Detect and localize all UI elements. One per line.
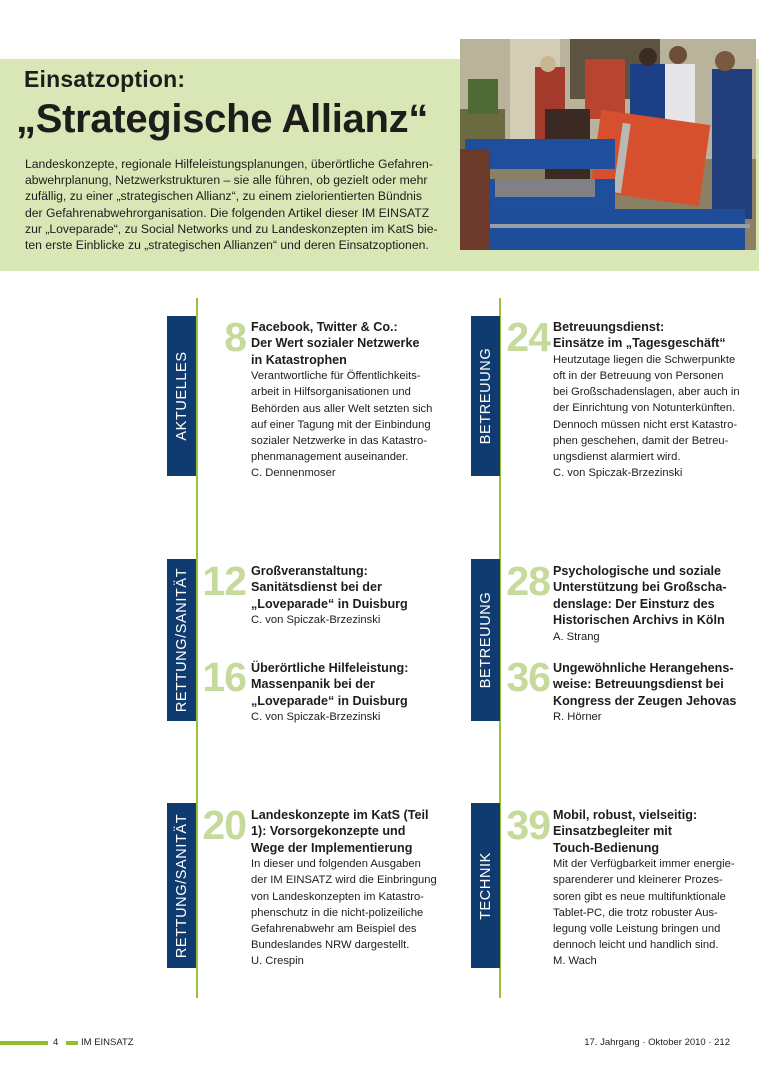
entry-author: U. Crespin	[251, 955, 304, 968]
entry-author: A. Strang	[553, 630, 600, 643]
entry-title: Großveranstaltung: Sanitätsdienst bei der „Loveparade“ in Duisburg	[251, 564, 408, 611]
entry-description: Heutzutage liegen die Schwerpunkte oft in der Betreuung von Personen bei Großschadenslagen, aber auch in der Einrichtung von Notunterkünften. Dennoch müssen nicht erst Katastro- phen geschehen, damit der Betreu- ungsdienst alarmiert wird.	[553, 353, 740, 464]
intro-line: zufällig, zu einer „strategischen Allianz“, zu einem zielorientierten Bündnis	[25, 189, 422, 204]
section-tab-label: BETREUUNG	[477, 347, 494, 445]
page-number-badge: 12	[202, 558, 246, 604]
kicker: Einsatzoption:	[24, 66, 186, 92]
toc-entry[interactable]	[553, 319, 740, 481]
entry-title: Facebook, Twitter & Co.: Der Wert sozialer Netzwerke in Katastrophen	[251, 320, 420, 367]
entry-description: Mit der Verfügbarkeit immer energie- sparenderer und kleinerer Prozes- soren gibt es neue multifunktionale Tablet-PC, die trotz robuster Aus- legung volle Leistung bringen und dennoch leicht und handlich sind.	[553, 858, 735, 952]
toc-entry[interactable]	[251, 660, 408, 725]
entry-title: Psychologische und soziale Unterstützung bei Großscha- denslage: Der Einsturz des Historischen Archivs in Köln	[553, 564, 727, 628]
footer-rule	[0, 1041, 48, 1045]
intro-text	[25, 156, 457, 253]
entry-title: Mobil, robust, vielseitig: Einsatzbegleiter mit Touch-Bedienung	[553, 808, 698, 855]
page-number-badge: 20	[202, 802, 246, 848]
intro-line: abwehrplanung, Netzwerkstrukturen – sie alle führen, ob gezielt oder mehr	[25, 173, 428, 188]
section-tab-betreuung[interactable]	[471, 559, 500, 721]
section-tab-rettung-sanitaet[interactable]	[167, 559, 196, 721]
page-title: „Strategische Allianz“	[16, 97, 429, 141]
intro-line: zur „Loveparade“, zu Social Networks und zu Landeskonzepten im KatS bie-	[25, 221, 438, 236]
toc-entry[interactable]	[251, 319, 432, 482]
entry-author: M. Wach	[553, 955, 597, 968]
section-tab-rettung-sanitaet[interactable]	[167, 803, 196, 968]
entry-author: C. von Spiczak-Brzezinski	[251, 711, 381, 724]
page-number-badge: 39	[506, 802, 550, 848]
section-tab-label: AKTUELLES	[173, 351, 190, 441]
footer-magazine-name: IM EINSATZ	[81, 1037, 134, 1048]
entry-title: Betreuungsdienst: Einsätze im „Tagesgeschäft“	[553, 320, 726, 351]
toc-entry[interactable]	[251, 807, 437, 970]
footer-page-number: 4	[53, 1037, 59, 1048]
entry-description: In dieser und folgenden Ausgaben der IM EINSATZ wird die Einbringung von Landeskonzepten im Katastro- phenschutz in die nicht-polizeiliche Gefahrenabwehr am Beispiel des Bundeslandes NRW dargestellt.	[251, 858, 437, 952]
section-tab-technik[interactable]	[471, 803, 500, 968]
entry-author: C. von Spiczak-Brzezinski	[553, 467, 683, 480]
section-tab-label: TECHNIK	[477, 851, 494, 920]
intro-line: ten erste Einblicke zu „strategischen Allianzen“ und deren Einsatzoptionen.	[25, 238, 429, 253]
footer-rule-short	[66, 1041, 78, 1045]
section-tab-label: BETREUUNG	[477, 591, 494, 689]
page-number-badge: 8	[224, 314, 246, 360]
section-tab-aktuelles[interactable]	[167, 316, 196, 476]
page-number-badge: 24	[506, 314, 550, 360]
page-number-badge: 16	[202, 654, 246, 700]
toc-entry[interactable]	[251, 563, 408, 628]
footer-issue-info: 17. Jahrgang · Oktober 2010 · 212	[584, 1037, 730, 1048]
toc-entry[interactable]	[553, 660, 736, 725]
entry-author: R. Hörner	[553, 711, 602, 724]
toc-entry[interactable]	[553, 807, 735, 970]
section-tab-label: RETTUNG/SANITÄT	[173, 813, 190, 958]
page-number-badge: 28	[506, 558, 550, 604]
entry-title: Landeskonzepte im KatS (Teil 1): Vorsorgekonzepte und Wege der Implementierung	[251, 808, 429, 855]
page-number-badge: 36	[506, 654, 550, 700]
entry-author: C. von Spiczak-Brzezinski	[251, 614, 381, 627]
entry-title: Ungewöhnliche Herangehens- weise: Betreuungsdienst bei Kongress der Zeugen Jehovas	[553, 661, 737, 708]
section-tab-betreuung[interactable]	[471, 316, 500, 476]
intro-line: der Gefahrenabwehrorganisation. Die folgenden Artikel dieser IM EINSATZ	[25, 205, 430, 220]
toc-entry[interactable]	[553, 563, 727, 645]
section-tab-label: RETTUNG/SANITÄT	[173, 567, 190, 713]
entry-author: C. Dennenmoser	[251, 467, 336, 480]
intro-line: Landeskonzepte, regionale Hilfeleistungsplanungen, überörtliche Gefahren-	[25, 157, 433, 171]
header-photo	[460, 39, 756, 250]
column-rule-left	[196, 298, 198, 998]
photo-illustration	[460, 39, 756, 250]
entry-description: Verantwortliche für Öffentlichkeits- arbeit in Hilfsorganisationen und Behörden aus aller Welt setzten sich auf einer Tagung mit der Einbindung sozialer Netzwerke in das Katastro- phenmanagement auseinander.	[251, 370, 433, 464]
entry-title: Überörtliche Hilfeleistung: Massenpanik bei der „Loveparade“ in Duisburg	[251, 661, 409, 708]
